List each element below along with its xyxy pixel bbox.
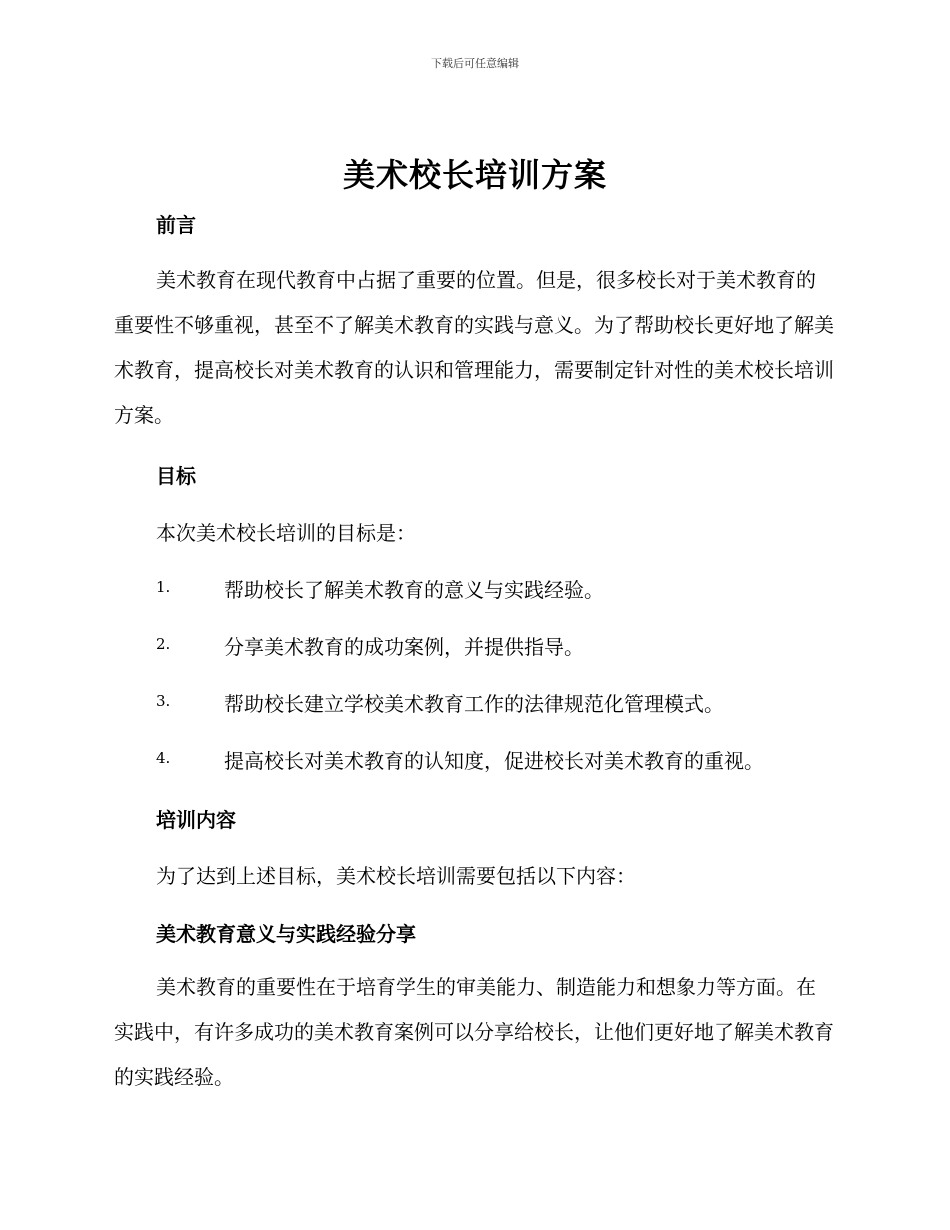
list-number: 2.: [156, 635, 171, 653]
content-intro: 为了达到上述目标，美术校长培训需要包括以下内容：: [156, 864, 636, 888]
list-text: 提高校长对美术教育的认知度，促进校长对美术教育的重视。: [224, 749, 764, 773]
list-number: 3.: [156, 692, 171, 710]
section-heading-content: 培训内容: [156, 808, 236, 832]
section-heading-preface: 前言: [156, 213, 196, 237]
list-text: 分享美术教育的成功案例，并提供指导。: [224, 635, 584, 659]
list-text: 帮助校长了解美术教育的意义与实践经验。: [224, 578, 604, 602]
list-text: 帮助校长建立学校美术教育工作的法律规范化管理模式。: [224, 692, 724, 716]
content-paragraph: 美术教育的重要性在于培育学生的审美能力、制造能力和想象力等方面。在实践中，有许多成功的美术教育案例可以分享给校长，让他们更好地了解美术教育的实践经验。: [114, 975, 834, 1089]
header-note: 下载后可任意编辑: [431, 57, 519, 70]
list-number: 1.: [156, 578, 171, 596]
goals-intro: 本次美术校长培训的目标是：: [156, 521, 416, 545]
section-heading-goals: 目标: [156, 464, 196, 488]
subsection-heading: 美术教育意义与实践经验分享: [156, 922, 416, 946]
document-title: 美术校长培训方案: [342, 156, 607, 194]
preface-paragraph: 美术教育在现代教育中占据了重要的位置。但是，很多校长对于美术教育的重要性不够重视，甚至不了解美术教育的实践与意义。为了帮助校长更好地了解美术教育，提高校长对美术教育的认识和管理能力，需要制定针对性的美术校长培训方案。: [114, 268, 834, 427]
list-number: 4.: [156, 749, 171, 767]
